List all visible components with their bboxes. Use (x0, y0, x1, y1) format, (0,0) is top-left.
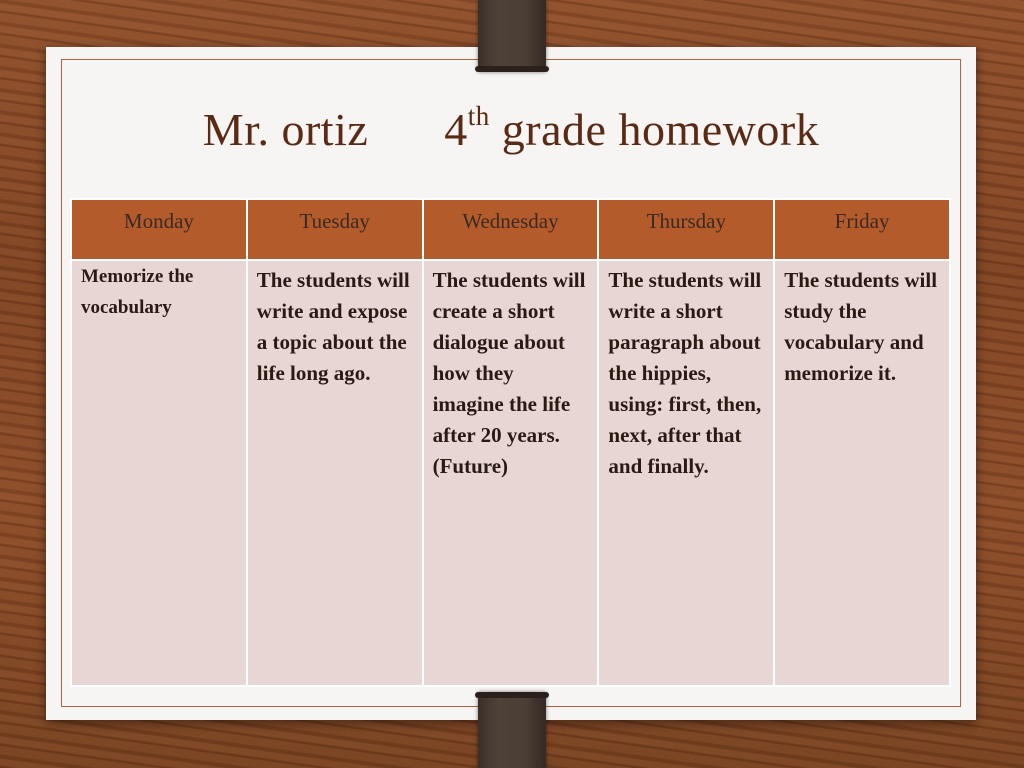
cell-wednesday: The students will create a short dialogue about how they imagine the life after 20 years. (Future) (423, 260, 599, 686)
cell-friday: The students will study the vocabulary and memorize it. (774, 260, 950, 686)
header-monday: Monday (71, 199, 247, 260)
cell-tuesday: The students will write and expose a topic about the life long ago. (247, 260, 423, 686)
homework-table (70, 198, 951, 687)
bottom-binder-strap (478, 692, 546, 768)
header-row (71, 199, 950, 260)
header-thursday: Thursday (598, 199, 774, 260)
table-row (71, 260, 950, 686)
title-grade-number: 4 (444, 104, 468, 155)
header-tuesday: Tuesday (247, 199, 423, 260)
title-grade-suffix: th (467, 101, 490, 131)
slide-title (46, 101, 976, 156)
cell-thursday: The students will write a short paragraph about the hippies, using: first, then, next, after that and finally. (598, 260, 774, 686)
bottom-strap-buckle (475, 692, 549, 698)
header-friday: Friday (774, 199, 950, 260)
top-binder-strap (478, 0, 546, 72)
title-teacher: Mr. ortiz (202, 104, 369, 155)
header-wednesday: Wednesday (423, 199, 599, 260)
slide-paper (46, 47, 976, 720)
cell-monday: Memorize the vocabulary (71, 260, 247, 686)
title-rest: grade homework (501, 104, 820, 155)
top-strap-buckle (475, 66, 549, 72)
